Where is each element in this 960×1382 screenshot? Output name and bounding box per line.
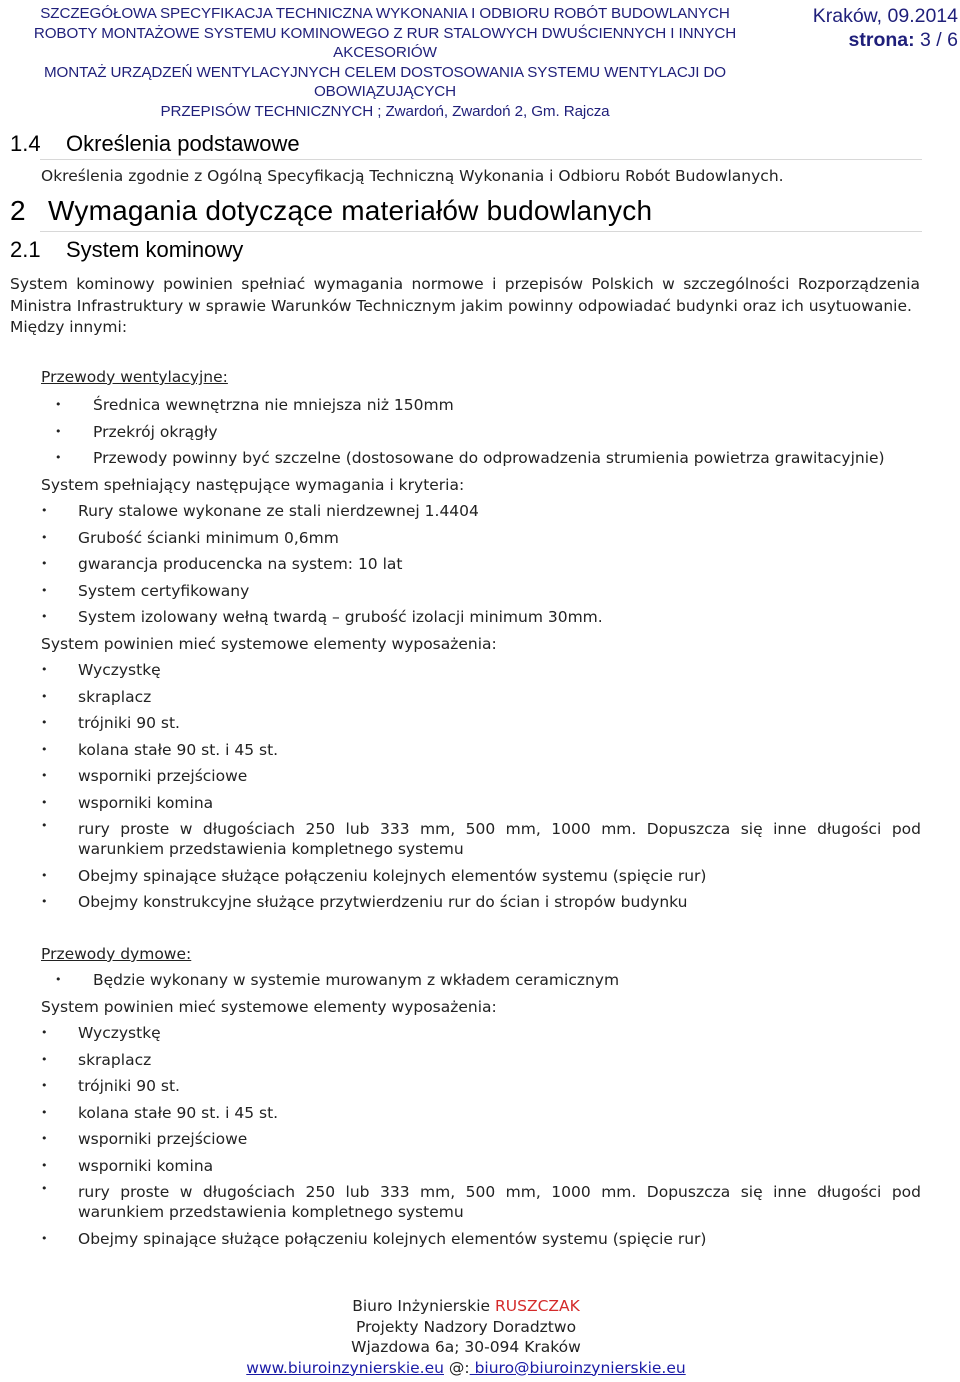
equipment-heading: System powinien mieć systemowe elementy wyposażenia: <box>41 634 497 653</box>
footer-company <box>0 1296 932 1317</box>
header-line: SZCZEGÓŁOWA SPECYFIKACJA TECHNICZNA WYKONANIA I ODBIORU ROBÓT BUDOWLANYCH <box>40 5 730 22</box>
header-meta <box>813 4 958 52</box>
list-item: • skraplacz <box>41 684 921 711</box>
section-heading-1-4 <box>10 131 300 157</box>
requirements-list <box>41 392 921 472</box>
list-item: • kolana stałe 90 st. i 45 st. <box>41 737 921 764</box>
list-item: • kolana stałe 90 st. i 45 st. <box>41 1100 921 1127</box>
list-item: • Obejmy spinające służące połączeniu kolejnych elementów systemu (spięcie rur) <box>41 863 921 890</box>
document-footer <box>0 1296 932 1378</box>
company-prefix: Biuro Inżynierskie <box>352 1297 491 1315</box>
list-item: • Przewody powinny być szczelne (dostosowane do odprowadzenia strumienia powietrza grawitacyjnie) <box>41 445 921 472</box>
list-item: • wsporniki przejściowe <box>41 763 921 790</box>
list-item: • Wyczystkę <box>41 1020 921 1047</box>
header-line: MONTAŻ URZĄDZEŃ WENTYLACYJNYCH CELEM DOSTOSOWANIA SYSTEMU WENTYLACJI DO OBOWIĄZUJĄCYCH <box>43 63 727 100</box>
footer-services: Projekty Nadzory Doradztwo <box>355 1317 577 1336</box>
list-item: • Wyczystkę <box>41 657 921 684</box>
equipment-list <box>41 657 921 916</box>
section-title: Wymagania dotyczące materiałów budowlanych <box>48 195 653 226</box>
section-number: 2 <box>10 195 26 226</box>
section-number: 1.4 <box>10 131 41 156</box>
page-number: 3 / 6 <box>920 29 958 51</box>
email-link[interactable]: biuro@biuroinzynierskie.eu <box>469 1358 686 1377</box>
email-label: @: <box>448 1358 470 1377</box>
company-name: RUSZCZAK <box>495 1297 580 1315</box>
list-item: • trójniki 90 st. <box>41 710 921 737</box>
list-item: • Obejmy spinające służące połączeniu kolejnych elementów systemu (spięcie rur) <box>41 1226 921 1253</box>
list-item: • wsporniki komina <box>41 1153 921 1180</box>
intro-text: System kominowy powinien spełniać wymagania normowe i przepisów Polskich w szczególności Rozporządzenia Ministra Infrastruktury w sprawie Warunków Technicznym jakim powinny odpowiadać budynki oraz ich usytuowanie. <box>10 275 920 315</box>
place-date: Kraków, 09.2014 <box>812 5 958 27</box>
smoke-section <box>41 944 921 1252</box>
list-item: • wsporniki komina <box>41 790 921 817</box>
intro-tail: Między innymi: <box>10 318 128 336</box>
criteria-heading: System spełniający następujące wymagania i kryteria: <box>41 475 465 494</box>
paragraph: Określenia zgodnie z Ogólną Specyfikacją Techniczną Wykonania i Odbioru Robót Budowlanych. <box>41 167 784 185</box>
website-link[interactable]: www.biuroinzynierskie.eu <box>246 1358 444 1377</box>
list-item: • trójniki 90 st. <box>41 1073 921 1100</box>
list-item: • Rury stalowe wykonane ze stali nierdzewnej 1.4404 <box>41 498 921 525</box>
page-indicator <box>813 28 958 52</box>
subsection-heading: Przewody dymowe: <box>41 945 192 963</box>
footer-contact <box>0 1358 932 1379</box>
list-item: • System certyfikowany <box>41 578 921 605</box>
section-heading-2 <box>10 195 652 227</box>
requirements-list <box>41 967 921 994</box>
page-label: strona: <box>848 29 915 51</box>
list-item: • Przekrój okrągły <box>41 419 921 446</box>
list-item: • wsporniki przejściowe <box>41 1126 921 1153</box>
header-line: PRZEPISÓW TECHNICZNYCH ; Zwardoń, Zwardoń 2, Gm. Rajcza <box>160 102 610 120</box>
list-item: • Będzie wykonany w systemie murowanym z wkładem ceramicznym <box>41 967 921 994</box>
section-heading-2-1 <box>10 237 243 263</box>
document-header <box>0 4 770 121</box>
intro-paragraph <box>10 274 920 339</box>
equipment-heading: System powinien mieć systemowe elementy wyposażenia: <box>41 997 497 1016</box>
header-line: ROBOTY MONTAŻOWE SYSTEMU KOMINOWEGO Z RUR STALOWYCH DWUŚCIENNYCH I INNYCH AKCESORIÓW <box>33 24 737 61</box>
heading-divider <box>40 159 922 160</box>
criteria-list <box>41 498 921 631</box>
footer-address: Wjazdowa 6a; 30-094 Kraków <box>351 1338 581 1356</box>
equipment-list <box>41 1020 921 1252</box>
list-item: • skraplacz <box>41 1047 921 1074</box>
list-item: • Grubość ścianki minimum 0,6mm <box>41 525 921 552</box>
section-title: System kominowy <box>66 237 244 262</box>
subsection-heading: Przewody wentylacyjne: <box>41 368 228 386</box>
ventilation-section <box>41 367 921 916</box>
list-item: • Obejmy konstrukcyjne służące przytwierdzeniu rur do ścian i stropów budynku <box>41 889 921 916</box>
list-item: • Średnica wewnętrzna nie mniejsza niż 150mm <box>41 392 921 419</box>
section-title: Określenia podstawowe <box>66 131 300 156</box>
section-number: 2.1 <box>10 237 41 262</box>
list-item: • rury proste w długościach 250 lub 333 mm, 500 mm, 1000 mm. Dopuszcza się inne długości pod warunkiem przedstawienia kompletnego systemu <box>41 1179 921 1226</box>
list-item: • gwarancja producencka na system: 10 lat <box>41 551 921 578</box>
list-item: • System izolowany wełną twardą – grubość izolacji minimum 30mm. <box>41 604 921 631</box>
list-item: • rury proste w długościach 250 lub 333 mm, 500 mm, 1000 mm. Dopuszcza się inne długości pod warunkiem przedstawienia kompletnego systemu <box>41 816 921 863</box>
heading-divider <box>40 231 922 232</box>
